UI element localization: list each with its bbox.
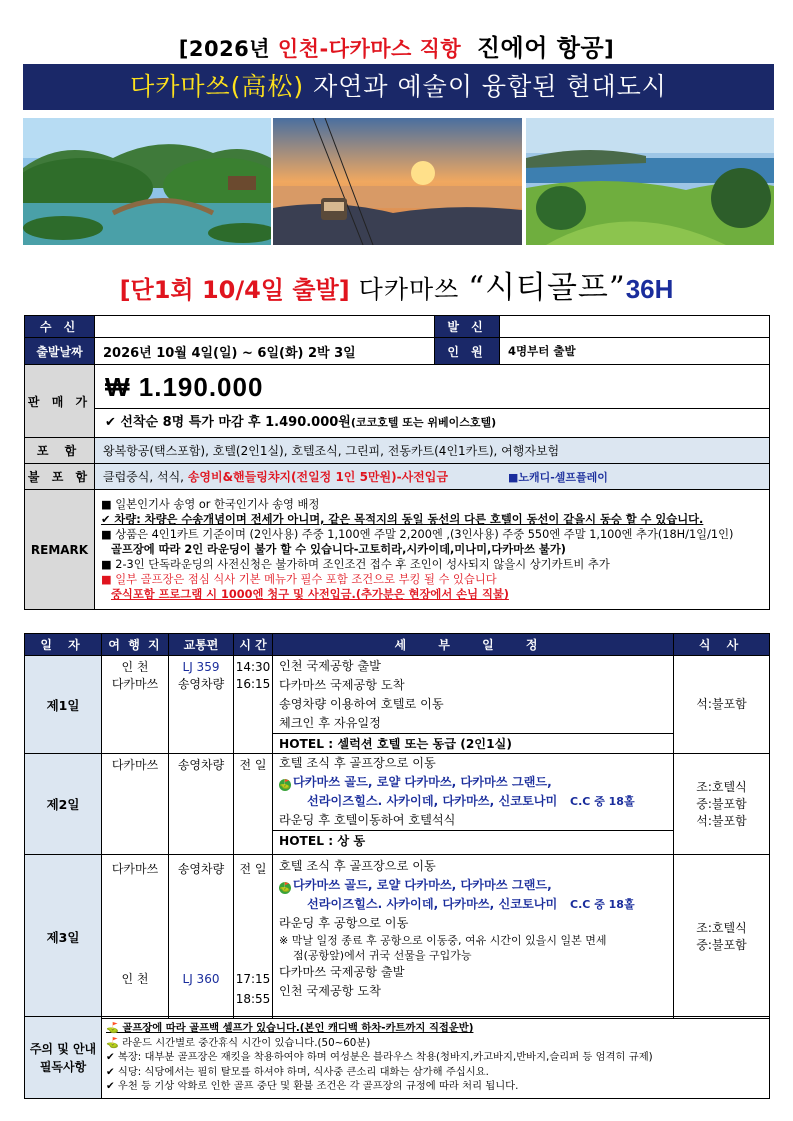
day3-lunch: 중:불포함 xyxy=(696,937,747,952)
notes-list xyxy=(102,1017,770,1099)
people-label: 인 원 xyxy=(435,338,500,365)
day3-place-origin: 다카마쓰 xyxy=(111,862,159,876)
info-table xyxy=(24,315,770,610)
day1-hotel: HOTEL : 셀럭션 호텔 또는 동급 (2인1실) xyxy=(273,733,673,753)
hole-count: 36H xyxy=(625,274,674,304)
recipient-value xyxy=(95,316,435,338)
day3-line: 라운딩 후 공항으로 이동 xyxy=(279,916,409,930)
day2-label: 제2일 xyxy=(25,754,102,855)
golf-flag-icon: ⛳ xyxy=(279,883,291,893)
note-item: ⛳ 골프장에 따라 골프백 셀프가 있습니다.(본인 캐디백 하차-카트까지 직접운반) xyxy=(106,1022,474,1035)
departure-highlight: [단1회 10/4일 출발] xyxy=(119,276,350,304)
sender-value xyxy=(500,316,770,338)
day3-breakfast: 조:호텔식 xyxy=(696,920,747,935)
day1-places xyxy=(102,656,169,754)
price-note-main: ✔ 선착순 8명 특가 마감 후 1.490.000원 xyxy=(105,415,351,430)
day3-note-cont: 점(공항앞)에서 귀국 선물을 구입가능 xyxy=(293,949,472,962)
ropeway-sunset-photo xyxy=(273,118,522,245)
golf-course-photo xyxy=(526,118,774,245)
price-value: ₩ 1.190.000 xyxy=(95,365,769,409)
day3-flight: LJ 360 xyxy=(182,972,220,986)
day3-time-arrive: 18:55 xyxy=(235,992,271,1006)
day2-meal xyxy=(674,754,770,855)
day1-line: 인천 국제공항 출발 xyxy=(279,659,381,673)
day2-breakfast: 조:호텔식 xyxy=(696,779,747,794)
garden-photo xyxy=(23,118,271,245)
notes-label-1: 주의 및 안내 xyxy=(29,1041,97,1056)
day1-meal: 석:불포함 xyxy=(674,656,770,754)
title-suffix: ] xyxy=(604,37,615,61)
tour-subheading xyxy=(0,262,793,307)
exclude-items: 클럽중식, 석식, xyxy=(103,470,188,484)
day2-place: 다카마쓰 xyxy=(102,754,169,855)
remark-line: ■ 상품은 4인1카트 기준이며 (2인사용) 주중 1,100엔 주말 2,200엔 ,(3인사용) 주중 550엔 주말 1,100엔 추가(18H/1일/1인) xyxy=(101,528,734,541)
day1-time-depart: 14:30 xyxy=(235,660,271,674)
include-label: 포 함 xyxy=(25,438,95,464)
day3-place-destination: 인 천 xyxy=(121,972,149,986)
header-date: 일 자 xyxy=(25,634,102,656)
header-meal: 식 사 xyxy=(674,634,770,656)
no-caddie-note: ■노캐디-셀프플레이 xyxy=(507,471,608,484)
day3-note: ※ 막날 일정 종료 후 공항으로 이동중, 여유 시간이 있을시 일본 면세 xyxy=(279,934,607,947)
recipient-label: 수 신 xyxy=(25,316,95,338)
title-airline: 진에어 항공 xyxy=(476,34,605,62)
day3-time-day: 전 일 xyxy=(239,862,267,876)
day3-places xyxy=(102,855,169,1019)
day3-line: 호텔 조식 후 골프장으로 이동 xyxy=(279,859,436,873)
day2-line: 호텔 조식 후 골프장으로 이동 xyxy=(279,756,436,770)
day3-transport xyxy=(169,855,234,1019)
day3-label: 제3일 xyxy=(25,855,102,1019)
remark-label: REMARK xyxy=(25,490,95,610)
day1-line: 송영차량 이용하여 호텔로 이동 xyxy=(279,697,444,711)
remark-line: ■ 2-3인 단독라운딩의 사전신청은 불가하며 조인조건 접수 후 조인이 성사되지 않을시 상기카트비 추가 xyxy=(101,558,610,571)
price-label: 판 매 가 xyxy=(25,365,95,438)
day1-label: 제1일 xyxy=(25,656,102,754)
day2-lunch: 중:불포함 xyxy=(696,796,747,811)
day3-time-depart: 17:15 xyxy=(235,972,271,986)
document-title xyxy=(0,28,793,63)
tour-city: 다카마쓰 xyxy=(349,275,469,304)
day1-time-arrive: 16:15 xyxy=(235,677,271,691)
sender-label: 발 신 xyxy=(435,316,500,338)
day1-place-destination: 다카마쓰 xyxy=(111,677,159,691)
header-place: 여 행 지 xyxy=(102,634,169,656)
note-item: ✔ 복장: 대부분 골프장은 재킷을 착용하여야 하며 여성분은 블라우스 착용(청바지,카고바지,반바지,슬리퍼 등 엄격히 규제) xyxy=(106,1051,653,1064)
day3-detail xyxy=(273,855,674,1019)
notes-table xyxy=(24,1016,770,1099)
city-banner xyxy=(23,64,774,110)
note-item: ✔ 식당: 식당에서는 필히 탈모를 하셔야 하며, 식사중 큰소리 대화는 삼가해 주십시요. xyxy=(106,1065,489,1078)
price-note xyxy=(95,409,769,437)
day1-times xyxy=(234,656,273,754)
departure-date-value: 2026년 10월 4일(일) ~ 6일(화) 2박 3일 xyxy=(95,338,435,365)
notes-label-2: 필독사항 xyxy=(39,1059,87,1074)
day1-line: 다카마쓰 국제공항 도착 xyxy=(279,678,405,692)
remark-line: ■ 일본인기사 송영 or 한국인기사 송영 배정 xyxy=(101,498,320,511)
day2-transport: 송영차량 xyxy=(169,754,234,855)
day2-detail xyxy=(273,754,674,855)
exclude-label: 불 포 함 xyxy=(25,464,95,490)
remark-line: 골프장에 따라 2인 라운딩이 불가 할 수 있습니다-고토히라,시카이데,미나미,다카마쓰 불가) xyxy=(111,543,566,556)
schedule-table xyxy=(24,633,770,1019)
banner-city: 다카마쓰(高松) xyxy=(130,72,305,101)
exclude-transfer-fee: 송영비&핸들링챠지(전일정 1인 5만원)-사전입금 xyxy=(187,470,448,484)
header-detail: 세 부 일 정 xyxy=(273,634,674,656)
exclude-value xyxy=(95,464,770,490)
day2-dinner: 석:불포함 xyxy=(696,813,747,828)
day2-golf-holes: C.C 중 18홀 xyxy=(570,795,635,808)
day3-line: 인천 국제공항 도착 xyxy=(279,984,381,998)
day1-flight: LJ 359 xyxy=(182,660,220,674)
title-prefix: [2026년 xyxy=(178,37,278,61)
day3-times xyxy=(234,855,273,1019)
day2-time: 전 일 xyxy=(234,754,273,855)
header-time: 시 간 xyxy=(234,634,273,656)
price-note-hotels: (코코호텔 또는 위베이스호텔) xyxy=(350,416,497,429)
remark-line: ■ 일부 골프장은 점심 식사 기본 메뉴가 필수 포함 조건으로 부킹 될 수 있습니다 xyxy=(101,573,497,586)
departure-date-label: 출발날짜 xyxy=(25,338,95,365)
day2-line: 라운딩 후 호텔이동하여 호텔석식 xyxy=(279,813,456,827)
day2-golf-courses-2: 선라이즈힐스. 사카이데, 다카마쓰, 신코토나미 xyxy=(307,794,558,808)
day3-line: 다카마쓰 국제공항 출발 xyxy=(279,965,405,979)
day1-transport xyxy=(169,656,234,754)
note-item: ⛳ 라운드 시간별로 중간휴식 시간이 있습니다.(50~60분) xyxy=(106,1036,371,1049)
notes-label xyxy=(25,1017,102,1099)
include-value: 왕복항공(택스포함), 호텔(2인1실), 호텔조식, 그린피, 전동카트(4인1카트), 여행자보험 xyxy=(95,438,770,464)
day1-line: 체크인 후 자유일정 xyxy=(279,716,381,730)
people-value: 4명부터 출발 xyxy=(500,338,770,365)
banner-text: 자연과 예술이 융합된 현대도시 xyxy=(304,72,667,101)
tour-name: “시티골프” xyxy=(468,270,626,306)
day3-golf-courses-2: 선라이즈힐스. 사카이데, 다카마쓰, 신코토나미 xyxy=(307,897,558,911)
note-item: ✔ 우천 등 기상 악화로 인한 골프 중단 및 환불 조건은 각 골프장의 규정에 따라 처리 됩니다. xyxy=(106,1080,519,1093)
day2-golf-courses: 다카마쓰 골드, 로얄 다카마쓰, 다카마쓰 그랜드, xyxy=(293,775,552,789)
day3-golf-courses: 다카마쓰 골드, 로얄 다카마쓰, 다카마쓰 그랜드, xyxy=(293,878,552,892)
day2-hotel: HOTEL : 상 동 xyxy=(273,830,673,850)
remark-line: ✔ 차량: 차량은 수송개념이며 전세가 아니며, 같은 목적지의 동일 동선의 다른 호텔이 동선이 같을시 동승 할 수 있습니다. xyxy=(101,513,704,526)
day1-detail xyxy=(273,656,674,754)
day1-shuttle: 송영차량 xyxy=(177,677,225,691)
day3-golf-holes: C.C 중 18홀 xyxy=(570,898,635,911)
day3-shuttle: 송영차량 xyxy=(177,862,225,876)
remark-line: 중식포함 프로그램 시 1000엔 청구 및 사전입금.(추가분은 현장에서 손님 직불) xyxy=(111,588,509,601)
header-transport: 교통편 xyxy=(169,634,234,656)
day1-place-origin: 인 천 xyxy=(121,660,149,674)
day3-meal xyxy=(674,855,770,1019)
title-route: 인천-다카마스 직항 xyxy=(277,37,462,61)
golf-flag-icon: ⛳ xyxy=(279,780,291,790)
